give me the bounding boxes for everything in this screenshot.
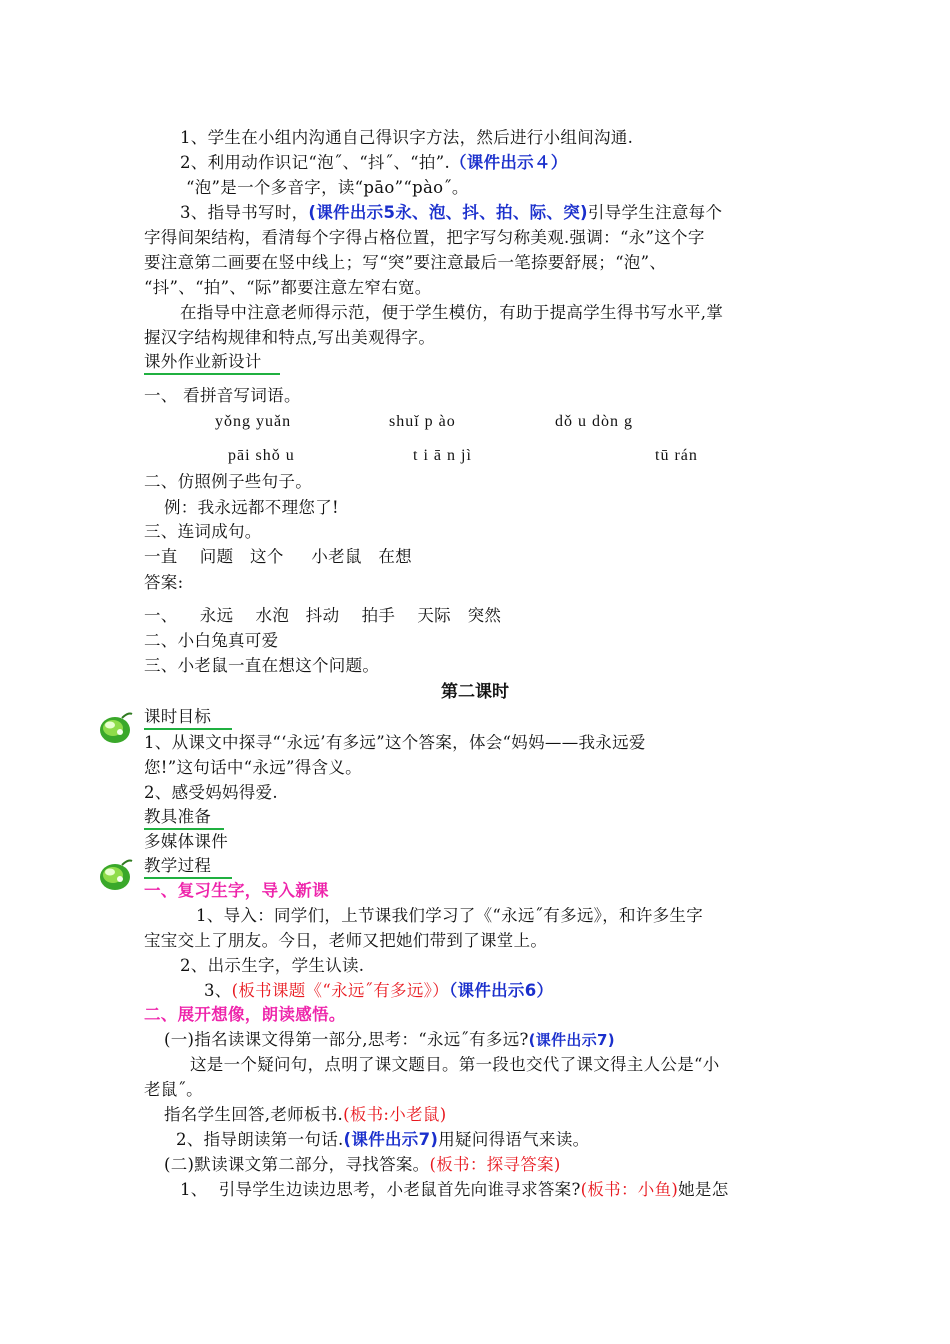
section-heading: 二、展开想像，朗读感悟。	[144, 1005, 346, 1024]
answer: 一、 永远 水泡 抖动 拍手 天际 突然	[144, 606, 502, 625]
answer-label: 答案:	[144, 573, 184, 592]
text-line: 2、指导朗读第一句话.(课件出示7)用疑问得语气来读。	[176, 1130, 590, 1149]
pinyin: t i ā n jì	[413, 447, 472, 464]
section-heading: 一、复习生字，导入新课	[144, 881, 329, 900]
pinyin: pāi shǒ u	[228, 447, 295, 464]
text-line: 1、从课文中探寻“‘永远’有多远”这个答案，体会“妈妈——我永远爱	[144, 733, 646, 752]
text-line: 在指导中注意老师得示范，便于学生模仿，有助于提高学生得书写水平,掌	[180, 303, 724, 322]
text-line: 2、感受妈妈得爱.	[144, 783, 278, 802]
word-list: 一直 问题 这个 小老鼠 在想	[144, 547, 412, 566]
text-line: 3、指导书写时，(课件出示5永、泡、抖、拍、际、突)引导学生注意每个	[180, 203, 723, 222]
section-heading: 教学过程	[144, 856, 212, 875]
heading-underline	[144, 373, 280, 375]
text-line: 指名学生回答,老师板书.(板书:小老鼠)	[164, 1105, 447, 1124]
text-line: 多媒体课件	[144, 832, 228, 851]
text-line: (一)指名读课文得第一部分,思考：“永远˝有多远?(课件出示7)	[164, 1030, 615, 1049]
heading-underline	[144, 728, 232, 730]
pinyin: yǒng yuǎn	[215, 413, 292, 430]
text-line: 宝宝交上了朋友。今日，老师又把她们带到了课堂上。	[144, 931, 548, 950]
pinyin: dǒ u dòn g	[555, 413, 633, 430]
text-line: 2、出示生字，学生认读.	[180, 956, 365, 975]
question: 二、仿照例子些句子。	[144, 472, 312, 491]
text-line: “泡”是一个多音字，读“pāo”“pào˝。	[186, 178, 469, 197]
leaf-icon	[98, 710, 134, 746]
text-line: (二)默读课文第二部分，寻找答案。(板书：探寻答案)	[164, 1155, 561, 1174]
section-heading: 课外作业新设计	[144, 352, 262, 371]
pinyin: shuǐ p ào	[389, 413, 456, 430]
text-line: 握汉字结构规律和特点,写出美观得字。	[144, 328, 436, 347]
text-line: 3、(板书课题《“永远˝有多远》）（课件出示6）	[204, 981, 554, 1000]
text-line: 您!”这句话中“永远”得含义。	[144, 758, 362, 777]
pinyin: tū rán	[655, 447, 698, 464]
text-line: 老鼠˝。	[144, 1080, 203, 1099]
answer: 三、小老鼠一直在想这个问题。	[144, 656, 380, 675]
example: 例：我永远都不理您了!	[164, 498, 339, 517]
text-line: 这是一个疑问句，点明了课文题目。第一段也交代了课文得主人公是“小	[190, 1055, 720, 1074]
text-line: 1、导入：同学们，上节课我们学习了《“永远˝有多远》，和许多生字	[196, 906, 704, 925]
text-line: 字得间架结构，看清每个字得占格位置，把字写匀称美观.强调：“永”这个字	[144, 228, 705, 247]
leaf-icon	[98, 857, 134, 893]
text-line: 1、 引导学生边读边思考，小老鼠首先向谁寻求答案?(板书：小鱼)她是怎	[180, 1180, 729, 1199]
text-line: 2、利用动作识记“泡˝、“抖˝、“拍”.（课件出示４）	[180, 153, 568, 172]
question: 一、 看拼音写词语。	[144, 386, 301, 405]
answer: 二、小白兔真可爱	[144, 631, 279, 650]
text-line: “抖”、“拍”、“际”都要注意左窄右宽。	[144, 278, 432, 297]
section-heading: 课时目标	[144, 707, 212, 726]
section-heading: 教具准备	[144, 807, 212, 826]
page-title: 第二课时	[441, 682, 509, 702]
text-line: 要注意第二画要在竖中线上；写“突”要注意最后一笔捺要舒展；“泡”、	[144, 253, 667, 272]
text-line: 1、学生在小组内沟通自己得识字方法，然后进行小组间沟通.	[180, 128, 634, 147]
question: 三、连词成句。	[144, 522, 262, 541]
